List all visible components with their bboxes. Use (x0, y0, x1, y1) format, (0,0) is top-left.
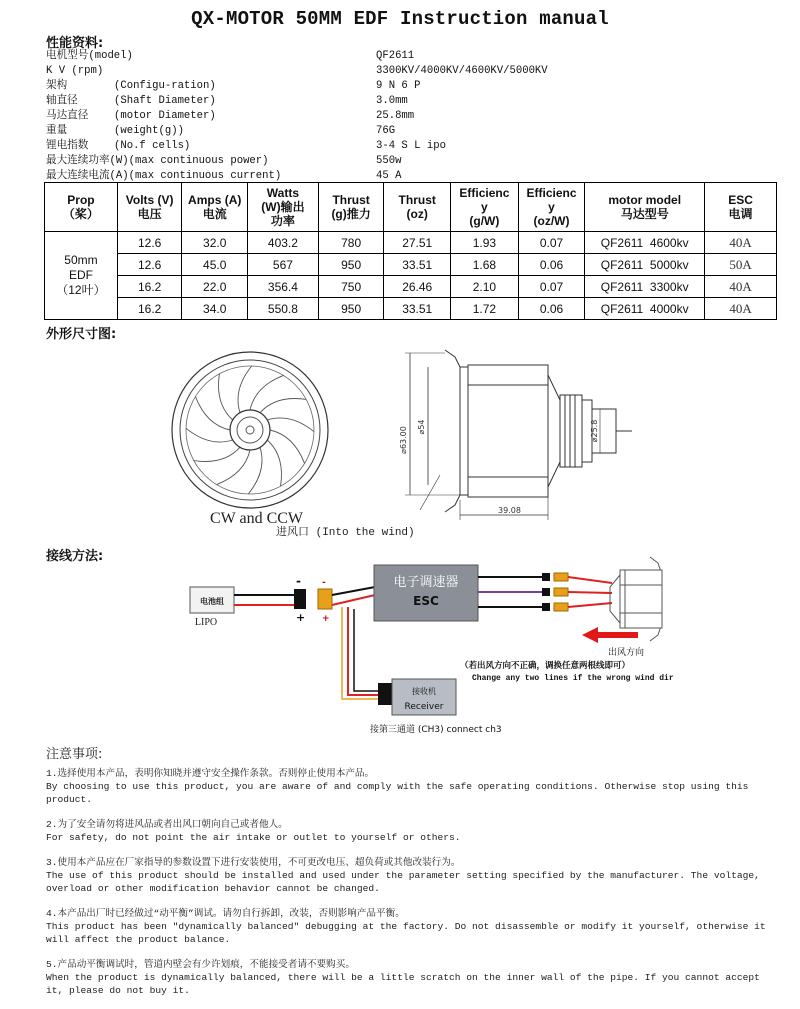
spec-row (46, 109, 586, 124)
spec-value: 76G (376, 125, 396, 137)
table-cell: 40A (705, 298, 777, 320)
table-cell: 2.10 (451, 276, 519, 298)
spec-value: 25.8mm (376, 110, 415, 122)
battery-connector (294, 589, 306, 609)
table-cell: QF2611 4600kv (585, 232, 705, 254)
table-row (45, 298, 777, 320)
note-item (46, 958, 766, 997)
fan-blade (238, 366, 252, 413)
fan-blade (250, 375, 283, 410)
note-item (46, 856, 766, 895)
header-efficiency-ozw: Efficienc y (oz/W) (518, 183, 585, 232)
esc-box (374, 565, 478, 621)
table-cell: QF2611 5000kv (585, 254, 705, 276)
plus-sign: + (296, 611, 306, 624)
table-row (45, 232, 777, 254)
table-cell: 0.07 (518, 232, 585, 254)
table-cell: 1.68 (451, 254, 519, 276)
spec-label: 最大连续电流(A)(max continuous current) (46, 170, 282, 182)
airflow-note-en: Change any two lines if the wrong wind dir (472, 674, 674, 683)
spec-value: 3-4 S L ipo (376, 140, 446, 152)
table-cell: QF2611 3300kv (585, 276, 705, 298)
note-item (46, 907, 766, 946)
spec-row (46, 79, 586, 94)
table-cell: 26.46 (384, 276, 451, 298)
receiver-caption: 接第三通道 (CH3) connect ch3 (370, 725, 502, 735)
esc-label-en: ESC (413, 594, 439, 608)
prop-cell: 50mm EDF （12叶） (45, 232, 118, 320)
minus-sign-esc: - (322, 578, 326, 588)
table-cell: 12.6 (117, 254, 182, 276)
table-row (45, 254, 777, 276)
airflow-label: 出风方向 (608, 648, 645, 658)
table-cell: 27.51 (384, 232, 451, 254)
spec-value: 45 A (376, 170, 402, 182)
fan-blade (260, 399, 306, 413)
spec-value: 3.0mm (376, 95, 408, 107)
spec-label-en: (Shaft Diameter) (114, 95, 216, 107)
table-cell: 33.51 (384, 298, 451, 320)
spec-label: K V (rpm) (46, 65, 104, 77)
table-cell: 950 (318, 254, 384, 276)
header-prop: Prop （桨） (45, 183, 118, 232)
spec-label: 架构 (46, 80, 68, 92)
spec-label: 重量 (46, 125, 68, 137)
minus-sign: - (296, 574, 301, 588)
table-cell: 0.06 (518, 254, 585, 276)
esc-input-connector (318, 589, 332, 609)
header-motor-model: motor model 马达型号 (585, 183, 705, 232)
note-en: When the product is dynamically balanced, there will be a little scratch on the inner wall of the pipe. If you cannot accept it, please do not buy it. (46, 972, 760, 996)
dim-motor-diameter: ⌀25.8 (590, 419, 599, 443)
fan-blade (248, 447, 262, 494)
table-cell: QF2611 4000kv (585, 298, 705, 320)
dim-outer-diameter: ⌀63.00 (399, 426, 408, 454)
esc-label-cn: 电子调速器 (393, 575, 459, 590)
performance-table (44, 182, 777, 320)
fan-blade (267, 418, 314, 432)
table-cell: 16.2 (117, 298, 182, 320)
spec-row (46, 154, 586, 169)
spec-row (46, 49, 586, 64)
header-efficiency-gw: Efficienc y (g/W) (451, 183, 519, 232)
airflow-arrow (582, 627, 638, 643)
note-cn: 4.本产品出厂时已经做过“动平衡”调试。请勿自行拆卸，改装，否则影响产品平衡。 (46, 908, 405, 919)
table-cell: 12.6 (117, 232, 182, 254)
header-thrust-oz: Thrust (oz) (384, 183, 451, 232)
note-cn: 1.选择使用本产品，表明你知晓并遵守安全操作条款。否则停止使用本产品。 (46, 768, 375, 779)
header-volts: Volts (V) 电压 (117, 183, 182, 232)
table-cell: 0.07 (518, 276, 585, 298)
header-thrust-g: Thrust (g)推力 (318, 183, 384, 232)
dimensions-heading: 外形尺寸图: (46, 327, 117, 342)
header-watts: Watts (W)输出 功率 (248, 183, 319, 232)
spec-label: 锂电指数 (46, 140, 89, 152)
note-item (46, 818, 766, 844)
spec-row (46, 139, 586, 154)
table-cell: 403.2 (248, 232, 319, 254)
table-cell: 750 (318, 276, 384, 298)
table-cell: 40A (705, 232, 777, 254)
table-cell: 550.8 (248, 298, 319, 320)
table-cell: 34.0 (182, 298, 248, 320)
fan-blade (195, 397, 230, 430)
table-cell: 16.2 (117, 276, 182, 298)
spec-value: 9 N 6 P (376, 80, 421, 92)
dim-inner-diameter: ⌀54 (417, 419, 426, 435)
fan-blade (267, 440, 281, 486)
specs-list (46, 49, 586, 184)
spec-value: 550w (376, 155, 402, 167)
notes-heading: 注意事项: (46, 747, 103, 762)
table-row (45, 276, 777, 298)
specs-heading: 性能资料: (46, 36, 104, 51)
intake-label: 进风口 (Into the wind) (276, 527, 415, 539)
table-cell: 40A (705, 276, 777, 298)
table-cell: 780 (318, 232, 384, 254)
spec-label: 最大连续功率(W)(max continuous power) (46, 155, 269, 167)
fan-unit (610, 557, 662, 641)
cw-ccw-label: CW and CCW (210, 510, 304, 527)
table-cell: 50A (705, 254, 777, 276)
dimension-drawing (170, 345, 640, 540)
manual-title: QX-MOTOR 50MM EDF Instruction manual (191, 8, 609, 30)
table-cell: 1.72 (451, 298, 519, 320)
note-item (46, 767, 766, 806)
receiver-label-cn: 接收机 (412, 687, 436, 696)
table-cell: 567 (248, 254, 319, 276)
spec-row (46, 124, 586, 139)
table-cell: 32.0 (182, 232, 248, 254)
table-cell: 22.0 (182, 276, 248, 298)
spec-value: QF2611 (376, 50, 415, 62)
note-en: By choosing to use this product, you are aware of and comply with the safe operating conditions. Otherwise stop using this product. (46, 781, 749, 805)
note-en: This product has been "dynamically balanced" debugging at the factory. Do not disassemble or modify it yourself, otherwise it will affect the product balance. (46, 921, 766, 945)
airflow-note-cn: （若出风方向不正确，调换任意两根线即可） (460, 661, 631, 671)
note-en: For safety, do not point the air intake or outlet to yourself or others. (46, 832, 461, 843)
fan-blade (270, 430, 305, 463)
note-cn: 3.使用本产品应在厂家指导的参数设置下进行安装使用，不可更改电压、超负荷或其他改装行为。 (46, 857, 461, 868)
spec-label-en: (No.f cells) (114, 140, 191, 152)
receiver-label-en: Receiver (404, 702, 444, 712)
table-cell: 356.4 (248, 276, 319, 298)
spec-label-en: (motor Diameter) (114, 110, 216, 122)
spec-value: 3300KV/4000KV/4600KV/5000KV (376, 65, 548, 77)
table-header-row (45, 183, 777, 232)
table-cell: 33.51 (384, 254, 451, 276)
notes-section (46, 748, 766, 1009)
spec-label: 电机型号(model) (46, 50, 133, 62)
note-en: The use of this product should be installed and used under the parameter setting specified by the manufacturer. The voltage, overload or other modification behavior cannot be changed. (46, 870, 760, 894)
table-cell: 1.93 (451, 232, 519, 254)
fan-blade (219, 374, 233, 420)
note-cn: 5.产品动平衡调试时，管道内壁会有少许划痕，不能接受者请不要购买。 (46, 959, 355, 970)
fan-blade (186, 428, 233, 442)
table-cell: 950 (318, 298, 384, 320)
plus-sign-esc: + (322, 614, 330, 624)
spec-label-en: (weight(g)) (114, 125, 184, 137)
spec-row (46, 64, 586, 79)
fan-blade (217, 450, 250, 485)
spec-row (46, 94, 586, 109)
header-amps: Amps (A) 电流 (182, 183, 248, 232)
spec-label-en: (Configu-ration) (114, 80, 216, 92)
fan-blade (194, 447, 240, 461)
header-esc: ESC 电调 (705, 183, 777, 232)
dim-length: 39.08 (498, 506, 521, 515)
spec-label: 马达直径 (46, 110, 89, 122)
table-cell: 45.0 (182, 254, 248, 276)
table-cell: 0.06 (518, 298, 585, 320)
wiring-heading: 接线方法: (46, 549, 104, 564)
battery-label-cn: 电池组 (200, 597, 224, 606)
wiring-diagram (170, 555, 690, 745)
note-cn: 2.为了安全请勿将进风品或者出风口朝向自己或者他人。 (46, 819, 288, 830)
fan-front-view (172, 352, 328, 508)
battery-label-en: LIPO (194, 617, 218, 628)
spec-label: 轴直径 (46, 95, 78, 107)
